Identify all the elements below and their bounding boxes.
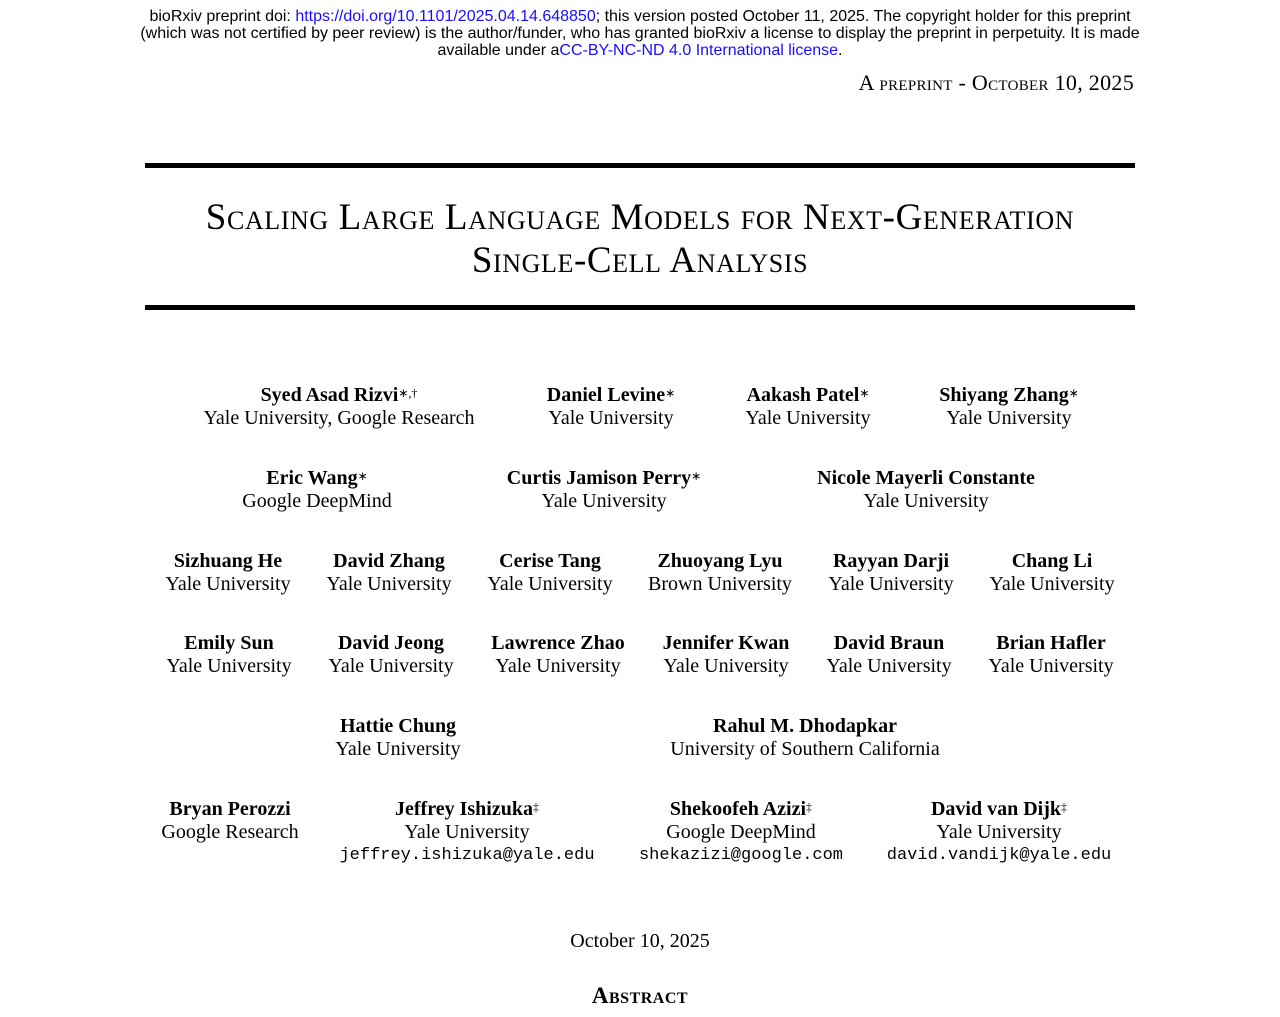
author-block bbox=[648, 550, 792, 596]
author-name bbox=[335, 715, 460, 738]
author-block bbox=[339, 798, 594, 868]
author-name-text: Brian Hafler bbox=[996, 632, 1106, 654]
author-affiliation: Brown University bbox=[648, 573, 792, 595]
author-footnote-mark: ∗ bbox=[357, 469, 368, 483]
notice-text: . bbox=[838, 42, 843, 59]
author-block bbox=[161, 798, 298, 844]
author-name-text: Bryan Perozzi bbox=[169, 798, 291, 820]
doi-link[interactable]: https://doi.org/10.1101/2025.04.14.648850 bbox=[295, 8, 596, 25]
author-footnote-mark: ‡ bbox=[1061, 800, 1068, 814]
author-name bbox=[161, 798, 298, 821]
author-block bbox=[507, 467, 701, 513]
author-affiliation: Yale University, Google Research bbox=[203, 407, 475, 429]
author-name bbox=[663, 632, 790, 655]
author-email[interactable]: jeffrey.ishizuka@yale.edu bbox=[339, 846, 595, 865]
author-name-text: David van Dijk bbox=[930, 798, 1062, 820]
notice-line-3 bbox=[0, 42, 1280, 59]
notice-text: ; this version posted October 11, 2025. The copyright holder for this preprint bbox=[595, 8, 1131, 25]
author-footnote-mark: ∗ bbox=[691, 469, 702, 483]
author-affiliation: Yale University bbox=[988, 655, 1114, 677]
author-affiliation: Yale University bbox=[541, 490, 667, 512]
author-affiliation: Yale University bbox=[335, 738, 461, 760]
license-link[interactable]: CC-BY-NC-ND 4.0 International license bbox=[559, 42, 839, 59]
author-block bbox=[989, 550, 1114, 596]
author-name-text: Jennifer Kwan bbox=[662, 632, 790, 654]
author-affiliation: Yale University bbox=[828, 573, 954, 595]
author-affiliation: Yale University bbox=[165, 573, 291, 595]
author-name bbox=[670, 715, 939, 738]
author-affiliation: Google DeepMind bbox=[242, 490, 392, 512]
author-name bbox=[648, 550, 792, 573]
author-name-text: Eric Wang bbox=[266, 467, 358, 489]
title-line-1: Scaling Large Language Models for Next-Generation bbox=[205, 197, 1075, 238]
author-affiliation: Yale University bbox=[663, 655, 789, 677]
author-affiliation: Yale University bbox=[548, 407, 674, 429]
author-footnote-mark: ‡ bbox=[806, 800, 813, 814]
title-bottom-rule bbox=[145, 305, 1135, 310]
author-block bbox=[663, 632, 790, 678]
author-block bbox=[817, 467, 1035, 513]
author-name-text: Daniel Levine bbox=[546, 384, 666, 406]
author-name-text: Cerise Tang bbox=[499, 550, 601, 572]
author-name bbox=[988, 632, 1113, 655]
author-name bbox=[328, 632, 453, 655]
author-name bbox=[745, 384, 870, 407]
author-name-text: Shekoofeh Azizi bbox=[669, 798, 807, 820]
author-name-text: David Zhang bbox=[333, 550, 445, 572]
author-affiliation: Yale University bbox=[936, 821, 1062, 843]
author-block bbox=[826, 632, 951, 678]
author-name bbox=[487, 550, 612, 573]
author-name-text: David Jeong bbox=[337, 632, 445, 654]
author-block bbox=[670, 715, 939, 761]
author-name bbox=[887, 798, 1111, 821]
author-block bbox=[166, 632, 291, 678]
author-affiliation: Yale University bbox=[863, 490, 989, 512]
author-name bbox=[326, 550, 451, 573]
author-name bbox=[817, 467, 1035, 490]
author-block bbox=[828, 550, 953, 596]
author-name-text: Curtis Jamison Perry bbox=[506, 467, 692, 489]
author-affiliation: University of Southern California bbox=[670, 738, 940, 760]
author-block bbox=[491, 632, 625, 678]
author-affiliation: Yale University bbox=[328, 655, 454, 677]
author-block bbox=[242, 467, 391, 513]
paper-title bbox=[145, 196, 1135, 282]
author-block bbox=[988, 632, 1113, 678]
author-name-text: Zhuoyang Lyu bbox=[657, 550, 783, 572]
title-line-2: Single-Cell Analysis bbox=[471, 240, 809, 281]
author-email[interactable]: shekazizi@google.com bbox=[638, 846, 844, 865]
author-affiliation: Google DeepMind bbox=[666, 821, 816, 843]
author-name-text: Chang Li bbox=[1011, 550, 1093, 572]
author-affiliation: Yale University bbox=[326, 573, 452, 595]
author-affiliation: Yale University bbox=[989, 573, 1115, 595]
author-name bbox=[507, 467, 701, 490]
author-name-text: Emily Sun bbox=[184, 632, 274, 654]
author-block bbox=[328, 632, 453, 678]
title-top-rule bbox=[145, 163, 1135, 168]
abstract-heading: Abstract bbox=[591, 983, 689, 1008]
author-name bbox=[165, 550, 290, 573]
author-name-text: Syed Asad Rizvi bbox=[260, 384, 399, 406]
author-block bbox=[939, 384, 1079, 430]
author-block bbox=[547, 384, 675, 430]
author-name-text: Shiyang Zhang bbox=[939, 384, 1069, 406]
author-affiliation: Yale University bbox=[745, 407, 871, 429]
running-header: A preprint - October 10, 2025 bbox=[858, 70, 1134, 95]
author-block bbox=[203, 384, 474, 430]
author-name-text: Rayyan Darji bbox=[832, 550, 950, 572]
author-footnote-mark: ∗ bbox=[1068, 386, 1079, 400]
author-footnote-mark: ∗ bbox=[859, 386, 870, 400]
author-affiliation: Yale University bbox=[487, 573, 613, 595]
author-block bbox=[165, 550, 290, 596]
author-footnote-mark: ∗,† bbox=[398, 386, 418, 400]
author-name bbox=[547, 384, 675, 407]
author-name bbox=[339, 798, 594, 821]
author-block bbox=[326, 550, 451, 596]
author-affiliation: Yale University bbox=[826, 655, 952, 677]
author-name bbox=[242, 467, 391, 490]
author-name bbox=[939, 384, 1079, 407]
author-name bbox=[491, 632, 625, 655]
notice-line-1 bbox=[0, 8, 1280, 25]
author-affiliation: Yale University bbox=[404, 821, 530, 843]
notice-text: available under a bbox=[437, 42, 560, 59]
author-name-text: Hattie Chung bbox=[339, 715, 457, 737]
author-name bbox=[826, 632, 951, 655]
author-affiliation: Google Research bbox=[161, 821, 299, 843]
author-email[interactable]: david.vandijk@yale.edu bbox=[886, 846, 1112, 865]
author-footnote-mark: ‡ bbox=[532, 800, 539, 814]
author-block bbox=[639, 798, 843, 868]
author-name bbox=[639, 798, 843, 821]
author-affiliation: Yale University bbox=[166, 655, 292, 677]
author-block bbox=[745, 384, 870, 430]
author-block bbox=[335, 715, 460, 761]
author-block bbox=[487, 550, 612, 596]
author-name-text: David Braun bbox=[833, 632, 945, 654]
author-affiliation: Yale University bbox=[495, 655, 621, 677]
notice-line-2: (which was not certified by peer review) is the author/funder, who has granted bioRxiv a license to display the preprint in perpetuity. It is made bbox=[140, 25, 1140, 42]
author-affiliation: Yale University bbox=[946, 407, 1072, 429]
author-name bbox=[166, 632, 291, 655]
preprint-notice bbox=[0, 8, 1280, 59]
notice-text: bioRxiv preprint doi: bbox=[149, 8, 296, 25]
author-name-text: Lawrence Zhao bbox=[491, 632, 625, 654]
author-name-text: Rahul M. Dhodapkar bbox=[713, 715, 897, 737]
paper-date: October 10, 2025 bbox=[570, 930, 710, 952]
author-name-text: Sizhuang He bbox=[173, 550, 283, 572]
author-name-text: Nicole Mayerli Constante bbox=[817, 467, 1035, 489]
author-footnote-mark: ∗ bbox=[665, 386, 676, 400]
author-name bbox=[828, 550, 953, 573]
author-name-text: Jeffrey Ishizuka bbox=[395, 798, 533, 820]
author-name bbox=[203, 384, 474, 407]
author-block bbox=[887, 798, 1111, 868]
author-name bbox=[989, 550, 1114, 573]
author-name-text: Aakash Patel bbox=[746, 384, 860, 406]
